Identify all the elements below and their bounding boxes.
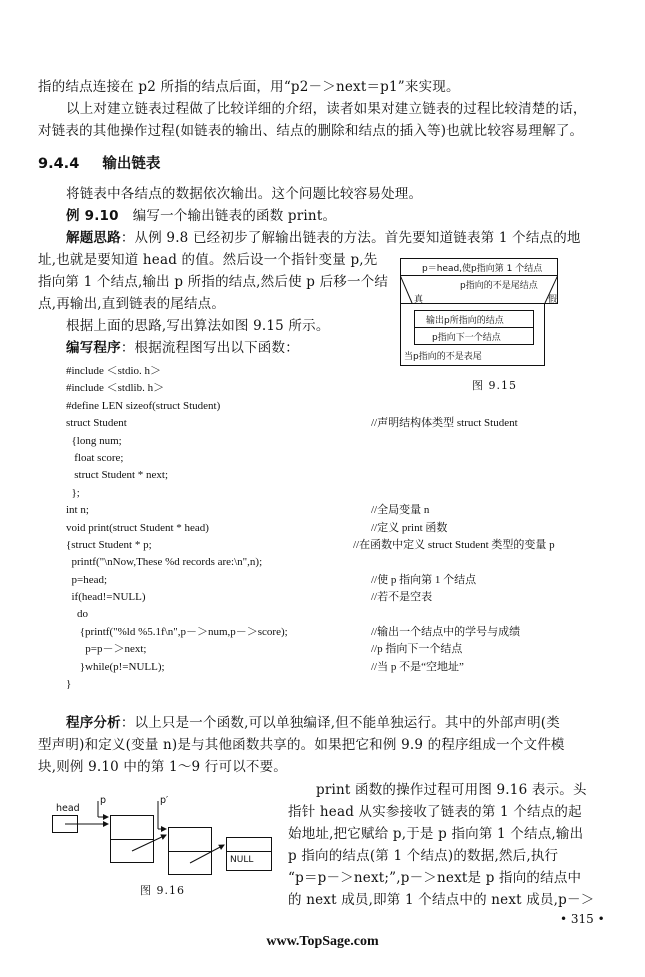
analysis-right-3: 始地址,把它赋给 p,于是 p 指向第 1 个结点,输出 — [288, 826, 584, 842]
code-comment: //在函数中定义 struct Student 类型的变量 p — [353, 538, 555, 551]
code-comment: //输出一个结点中的学号与成绩 — [371, 625, 521, 638]
prog-line — [66, 338, 299, 358]
code-text: {long num; — [66, 434, 122, 447]
section-number: 9.4.4 — [38, 156, 80, 172]
figure-9-15-caption: 图 9.15 — [472, 379, 517, 392]
code-text: {printf("%ld %5.1f\n",p－＞num,p－＞score); — [66, 625, 288, 638]
idea-label: 解题思路 — [66, 230, 121, 246]
flow-condition-text: p指向的不是尾结点 — [460, 281, 538, 291]
example-text: 编写一个输出链表的函数 print。 — [132, 208, 337, 224]
code-line — [66, 676, 636, 693]
code-text: } — [66, 678, 72, 691]
code-line — [66, 520, 636, 537]
code-listing — [66, 363, 636, 693]
code-text: float score; — [66, 451, 124, 464]
code-text: #include ＜stdio. h＞ — [66, 365, 162, 377]
p-label: p — [100, 795, 107, 806]
code-text: printf("\nNow,These %d records are:\n",n); — [66, 556, 263, 569]
code-text: if(head!=NULL) — [66, 591, 146, 604]
code-line — [66, 467, 636, 484]
algo-line: 根据上面的思路,写出算法如图 9.15 所示。 — [66, 318, 330, 334]
flow-loop-text: 当p指向的不是表尾 — [404, 352, 482, 362]
analysis-line-2: 型声明)和定义(变量 n)是与其他函数共享的。如果把它和例 9.9 的程序组成一个文件模 — [38, 737, 565, 753]
p-prime-label: p′ — [160, 795, 169, 806]
analysis-line-3: 块,则例 9.10 中的第 1～9 行可以不要。 — [38, 759, 287, 775]
prog-text: ：根据流程图写出以下函数： — [120, 340, 299, 356]
analysis-label: 程序分析 — [66, 715, 121, 731]
idea-line-4: 点,再输出,直到链表的尾结点。 — [38, 296, 226, 312]
code-text: struct Student — [66, 417, 127, 430]
code-line — [66, 363, 636, 380]
page-number: • 315 • — [560, 912, 605, 926]
prog-label: 编写程序 — [66, 340, 121, 356]
analysis-right-1: print 函数的操作过程可用图 9.16 表示。头 — [316, 782, 587, 798]
code-comment: //当 p 不是“空地址” — [371, 660, 464, 673]
example-label: 例 9.10 — [66, 208, 119, 224]
idea-line-2: 址,也就是要知道 head 的值。然后设一个指针变量 p,先 — [38, 252, 378, 268]
flow-false-label: 假 — [548, 295, 558, 305]
flow-init-text: p＝head,使p指向第 1 个结点 — [422, 264, 543, 274]
code-text: }while(p!=NULL); — [66, 660, 165, 673]
intro-line-1: 指的结点连接在 p2 所指的结点后面，用“p2－＞next＝p1”来实现。 — [38, 79, 460, 95]
code-text: #include ＜stdlib. h＞ — [66, 382, 165, 395]
code-text: p=head; — [66, 573, 108, 586]
code-line — [66, 398, 636, 415]
section-title: 输出链表 — [102, 156, 161, 172]
code-line — [66, 572, 636, 589]
code-line — [66, 485, 636, 502]
analysis-right-2: 指针 head 从实参接收了链表的第 1 个结点的起 — [288, 804, 582, 820]
flowchart-9-15 — [400, 258, 610, 366]
code-comment: //p 指向下一个结点 — [371, 643, 463, 656]
code-comment: //使 p 指向第 1 个结点 — [371, 573, 477, 586]
diagram-arrows — [52, 795, 277, 875]
null-label: NULL — [230, 855, 254, 865]
flow-step-1-text: 输出p所指向的结点 — [426, 316, 504, 326]
code-text: void print(struct Student * head) — [66, 521, 209, 534]
code-text: struct Student * next; — [66, 469, 169, 482]
code-line — [66, 415, 636, 432]
paragraph-1: 将链表中各结点的数据依次输出。这个问题比较容易处理。 — [66, 186, 423, 202]
code-line — [66, 659, 636, 676]
figure-9-16-caption: 图 9.16 — [140, 884, 185, 897]
code-line — [66, 554, 636, 571]
code-comment: //定义 print 函数 — [371, 521, 448, 534]
code-text: p=p－＞next; — [66, 643, 147, 656]
analysis-text-1: ：以上只是一个函数,可以单独编译,但不能单独运行。其中的外部声明(类 — [120, 715, 560, 731]
code-comment: //全局变量 n — [371, 504, 430, 517]
analysis-line-1 — [66, 713, 560, 733]
analysis-right-5: “p＝p－＞next;”,p－＞next是 p 指向的结点中 — [288, 870, 582, 886]
example-line — [66, 206, 336, 226]
flow-true-label: 真 — [414, 295, 424, 305]
idea-line-1 — [66, 228, 581, 248]
diagram-9-16 — [52, 795, 277, 875]
code-line — [66, 433, 636, 450]
intro-line-2: 以上对建立链表过程做了比较详细的介绍，读者如果对建立链表的过程比较清楚的话， — [66, 101, 587, 117]
code-line — [66, 502, 636, 519]
code-line — [66, 624, 636, 641]
code-comment: //声明结构体类型 struct Student — [371, 417, 518, 430]
code-text: }; — [66, 486, 80, 499]
code-comment: //若不是空表 — [371, 591, 433, 604]
analysis-right-4: p 指向的结点(第 1 个结点)的数据,然后,执行 — [288, 848, 559, 864]
code-text: #define LEN sizeof(struct Student) — [66, 399, 221, 412]
idea-line-3: 指向第 1 个结点,输出 p 所指的结点,然后使 p 后移一个结 — [38, 274, 389, 290]
code-text: int n; — [66, 504, 89, 517]
section-heading — [38, 152, 160, 173]
analysis-right-6: 的 next 成员,即第 1 个结点中的 next 成员,p－＞ — [288, 892, 595, 908]
code-line — [66, 641, 636, 658]
code-text: {struct Student * p; — [66, 538, 152, 551]
code-line — [66, 450, 636, 467]
code-line — [66, 537, 636, 554]
head-label: head — [56, 803, 80, 814]
code-line — [66, 606, 636, 623]
flow-step-2-text: p指向下一个结点 — [432, 333, 501, 343]
footer-site: www.TopSage.com — [266, 934, 379, 949]
idea-text-1: ：从例 9.8 已经初步了解输出链表的方法。首先要知道链表第 1 个结点的地 — [120, 230, 581, 246]
code-line — [66, 589, 636, 606]
code-line — [66, 380, 636, 397]
intro-line-3: 对链表的其他操作过程(如链表的输出、结点的删除和结点的插入等)也就比较容易理解了。 — [38, 123, 584, 139]
code-text: do — [66, 608, 88, 621]
